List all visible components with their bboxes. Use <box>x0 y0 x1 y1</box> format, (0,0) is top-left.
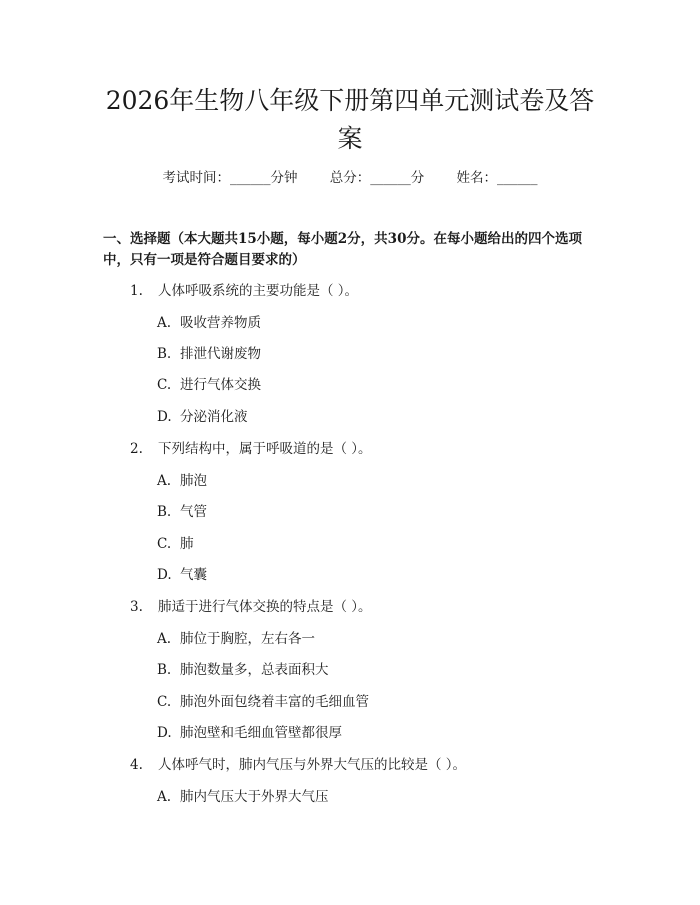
option-letter: C. <box>157 536 172 552</box>
option-text: 肺泡数量多，总表面积大 <box>180 662 329 678</box>
question-1-option-d <box>157 408 248 426</box>
question-4-option-a <box>157 788 329 806</box>
option-text: 肺内气压大于外界大气压 <box>180 789 329 805</box>
exam-time-field: 考试时间：______分钟 <box>162 170 298 186</box>
question-3-option-b <box>157 661 329 679</box>
option-letter: B. <box>157 504 172 520</box>
question-2-option-c <box>157 535 194 553</box>
option-letter: C. <box>157 694 172 710</box>
question-number: 3. <box>130 599 143 615</box>
question-1-option-c <box>157 376 261 394</box>
section-heading: 一、选择题（本大题共15小题，每小题2分，共30分。在每小题给出的四个选项中，只有一项是符合题目要求的） <box>103 231 582 268</box>
question-3-stem <box>130 598 372 616</box>
option-text: 肺泡外面包绕着丰富的毛细血管 <box>180 694 369 710</box>
question-2-option-b <box>157 503 207 521</box>
option-text: 肺 <box>180 536 194 552</box>
option-letter: D. <box>157 725 172 741</box>
question-text: 肺适于进行气体交换的特点是（ ）。 <box>158 599 372 615</box>
option-text: 肺泡 <box>180 473 207 489</box>
total-score-field: 总分：______分 <box>329 170 425 186</box>
option-letter: B. <box>157 346 172 362</box>
option-text: 吸收营养物质 <box>180 315 261 331</box>
option-letter: C. <box>157 377 172 393</box>
option-text: 进行气体交换 <box>180 377 261 393</box>
question-3-option-d <box>157 724 342 742</box>
exam-info-line <box>0 169 700 187</box>
option-letter: A. <box>157 315 172 331</box>
question-3-option-a <box>157 630 315 648</box>
option-letter: A. <box>157 789 172 805</box>
option-text: 排泄代谢废物 <box>180 346 261 362</box>
question-number: 4. <box>130 757 143 773</box>
option-letter: B. <box>157 662 172 678</box>
question-2-option-a <box>157 472 207 490</box>
question-number: 2. <box>130 441 143 457</box>
question-text: 人体呼气时，肺内气压与外界大气压的比较是（ ）。 <box>158 757 467 773</box>
question-1-option-a <box>157 314 261 332</box>
question-1-option-b <box>157 345 261 363</box>
student-name-field: 姓名：______ <box>456 170 538 186</box>
option-letter: A. <box>157 631 172 647</box>
question-text: 人体呼吸系统的主要功能是（ ）。 <box>158 283 359 299</box>
question-2-option-d <box>157 566 207 584</box>
option-text: 肺位于胸腔，左右各一 <box>180 631 315 647</box>
option-letter: D. <box>157 567 172 583</box>
question-text: 下列结构中，属于呼吸道的是（ ）。 <box>158 441 372 457</box>
question-2-stem <box>130 440 372 458</box>
question-4-stem <box>130 756 466 774</box>
option-text: 分泌消化液 <box>180 409 248 425</box>
page-title: 2026年生物八年级下册第四单元测试卷及答案 <box>105 86 595 153</box>
option-letter: A. <box>157 473 172 489</box>
question-1-stem <box>130 282 358 300</box>
option-text: 气囊 <box>180 567 207 583</box>
option-text: 气管 <box>180 504 207 520</box>
option-letter: D. <box>157 409 172 425</box>
question-3-option-c <box>157 693 369 711</box>
option-text: 肺泡壁和毛细血管壁都很厚 <box>180 725 342 741</box>
question-number: 1. <box>130 283 143 299</box>
